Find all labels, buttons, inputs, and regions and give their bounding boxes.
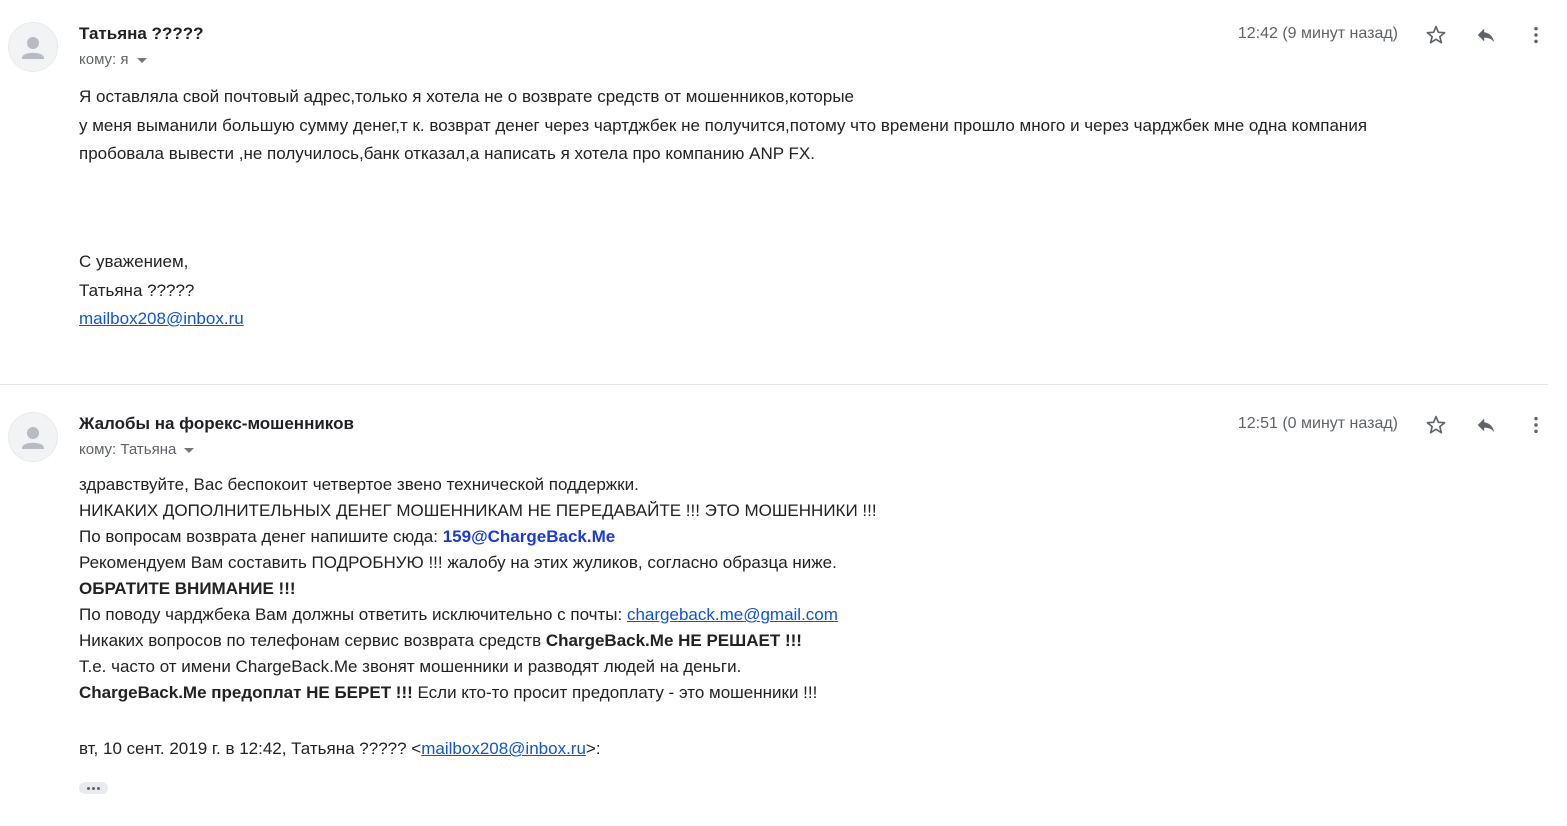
star-icon[interactable] bbox=[1423, 22, 1449, 48]
star-icon[interactable] bbox=[1423, 412, 1449, 438]
body-line: Рекомендуем Вам составить ПОДРОБНУЮ !!! жалобу на этих жуликов, согласно образца ниже. bbox=[79, 553, 837, 572]
more-vert-icon[interactable] bbox=[1523, 22, 1549, 48]
message-1 bbox=[0, 0, 1567, 385]
signature-name: Татьяна ????? bbox=[79, 280, 195, 300]
signature bbox=[79, 248, 244, 334]
ellipsis-dot bbox=[92, 787, 95, 790]
body-line: Т.е. часто от имени ChargeBack.Me звонят мошенники и разводят людей на деньги. bbox=[79, 657, 742, 676]
body-line: пробовала вывести ,не получилось,банк отказал,а написать я хотела про компанию ANP FX. bbox=[79, 144, 815, 163]
quote-header bbox=[79, 739, 601, 759]
body-line: здравствуйте, Вас беспокоит четвертое звено технической поддержки. bbox=[79, 475, 639, 494]
quote-email-link[interactable]: mailbox208@inbox.ru bbox=[421, 739, 586, 758]
more-vert-icon[interactable] bbox=[1523, 412, 1549, 438]
default-avatar-icon bbox=[9, 413, 57, 461]
prepay-bold-text: ChargeBack.Me предоплат НЕ БЕРЕТ !!! bbox=[79, 683, 413, 702]
default-avatar-icon bbox=[9, 23, 57, 71]
chargeback-email-link[interactable]: chargeback.me@gmail.com bbox=[626, 605, 838, 624]
chargeback-text: По поводу чарджбека Вам должны ответить исключительно с почты: bbox=[79, 605, 627, 624]
sender-name[interactable]: Жалобы на форекс-мошенников bbox=[79, 414, 354, 433]
phone-bold-text: ChargeBack.Me НЕ РЕШАЕТ !!! bbox=[545, 631, 802, 650]
message-time: 12:42 (9 минут назад) bbox=[1237, 25, 1398, 42]
message-2 bbox=[0, 385, 1567, 826]
message-body bbox=[79, 83, 1367, 169]
message-body bbox=[79, 472, 877, 706]
chevron-down-icon bbox=[184, 448, 194, 453]
body-line bbox=[79, 628, 877, 654]
ellipsis-dot bbox=[87, 787, 90, 790]
signature-regards: С уважением, bbox=[79, 252, 189, 271]
sender-avatar[interactable] bbox=[8, 412, 58, 462]
prepay-text: Если кто-то просит предоплату - это мошенники !!! bbox=[412, 683, 818, 702]
ellipsis-dot bbox=[97, 787, 100, 790]
signature-email-link[interactable]: mailbox208@inbox.ru bbox=[79, 309, 244, 328]
chevron-down-icon bbox=[137, 58, 147, 63]
sender-name[interactable]: Татьяна ????? bbox=[79, 24, 204, 43]
reply-icon[interactable] bbox=[1473, 22, 1499, 48]
recipients-dropdown[interactable] bbox=[79, 441, 194, 458]
body-line bbox=[79, 576, 877, 602]
body-line: НИКАКИХ ДОПОЛНИТЕЛЬНЫХ ДЕНЕГ МОШЕННИКАМ НЕ ПЕРЕДАВАЙТЕ !!! ЭТО МОШЕННИКИ !!! bbox=[79, 501, 877, 520]
body-line bbox=[79, 680, 877, 706]
sender-avatar[interactable] bbox=[8, 22, 58, 72]
show-trimmed-content-button[interactable] bbox=[79, 782, 108, 794]
quote-suffix: >: bbox=[585, 739, 601, 758]
body-line bbox=[79, 602, 877, 628]
reply-icon[interactable] bbox=[1473, 412, 1499, 438]
attention-text: ОБРАТИТЕ ВНИМАНИЕ !!! bbox=[79, 579, 296, 598]
body-line bbox=[79, 524, 877, 550]
recipients-label: кому: я bbox=[79, 51, 129, 68]
quote-prefix: вт, 10 сент. 2019 г. в 12:42, Татьяна ????? < bbox=[79, 739, 422, 758]
recipients-dropdown[interactable] bbox=[79, 51, 147, 68]
body-line: у меня выманили большую сумму денег,т к. возврат денег через чартджбек не получится,потому что времени прошло много и через чарджбек мне одна компания bbox=[79, 115, 1368, 135]
refund-email[interactable]: 159@ChargeBack.Me bbox=[442, 527, 616, 546]
body-line: Я оставляла свой почтовый адрес,только я хотела не о возврате средств от мошенников,которые bbox=[79, 87, 855, 106]
message-time: 12:51 (0 минут назад) bbox=[1237, 415, 1398, 432]
phone-text: Никаких вопросов по телефонам сервис возврата средств bbox=[79, 631, 546, 650]
refund-text: По вопросам возврата денег напишите сюда: bbox=[79, 527, 443, 546]
recipients-label: кому: Татьяна bbox=[79, 441, 177, 458]
